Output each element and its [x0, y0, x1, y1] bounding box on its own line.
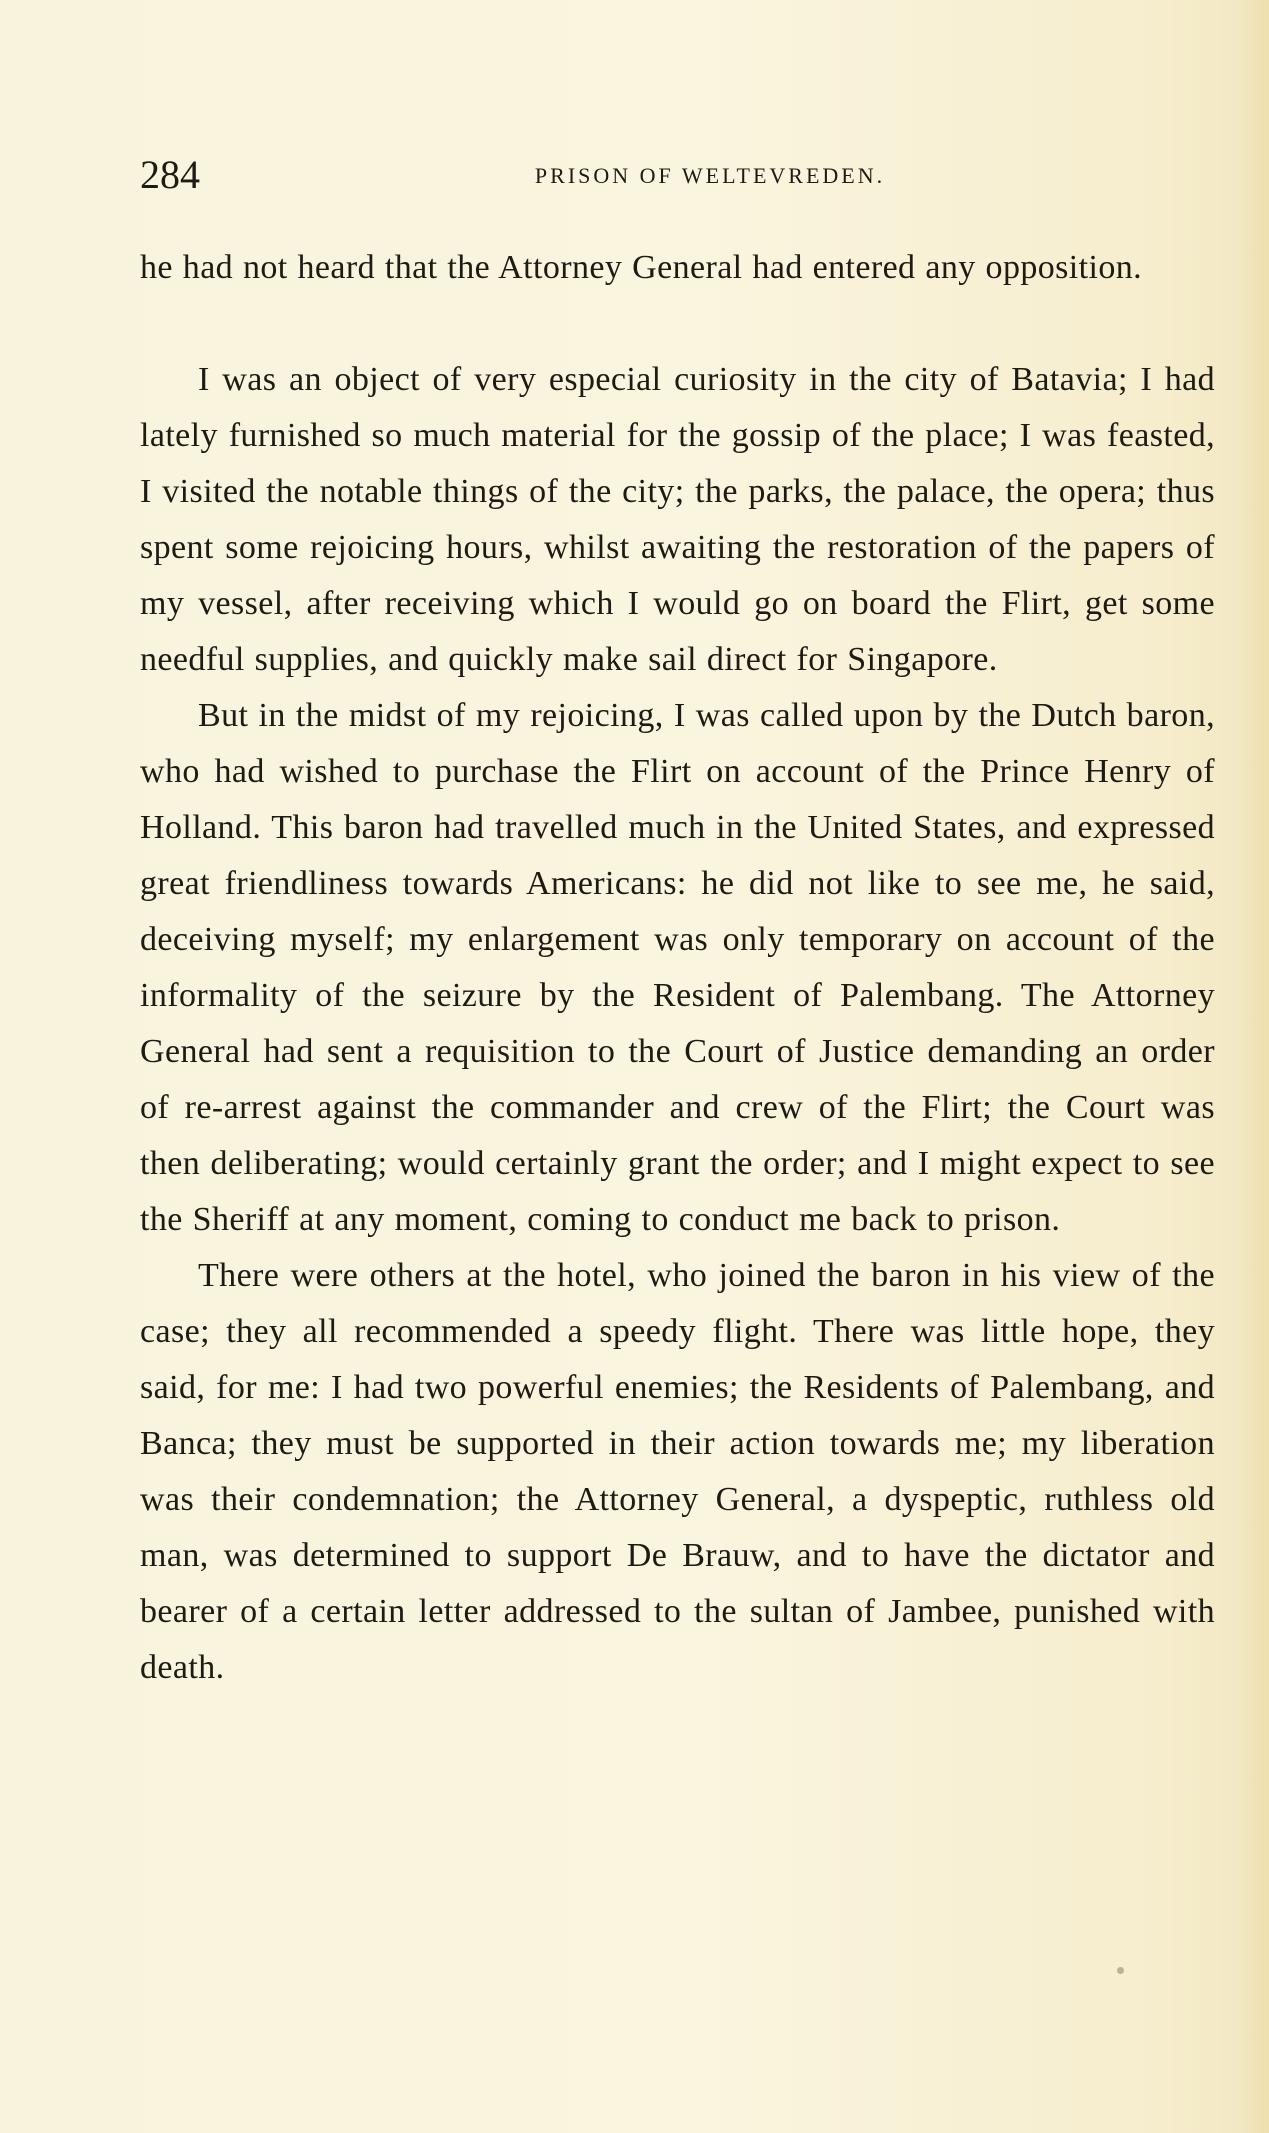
paragraph: But in the midst of my rejoicing, I was called upon by the Dutch baron, who had wished to purchase the Flirt on account of the Prince Henry of Holland. This baron had travelled much in the United States, and expressed great friendliness towards Americans: he did not like to see me, he said, deceiving myself; my enlargement was only temporary on account of the informality of the seizure by the Resident of Palembang. The Attorney General had sent a requisition to the Court of Justice demanding an order of re-arrest against the commander and crew of the Flirt; the Court was then deliberating; would certainly grant the order; and I might expect to see the Sheriff at any moment, coming to conduct me back to prison. [140, 697, 1215, 1238]
paragraph-continuation: he had not heard that the Attorney General had entered any opposition. [140, 249, 1143, 286]
ink-speck [1117, 1967, 1124, 1974]
running-title: PRISON OF WELTEVREDEN. [534, 163, 886, 188]
page-edge-shading [1239, 0, 1269, 2133]
body-text [140, 240, 1215, 1696]
page-number: 284 [140, 152, 200, 197]
running-head [140, 150, 1220, 200]
paragraph: I was an object of very especial curiosity in the city of Batavia; I had lately furnished so much material for the gossip of the place; I was feasted, I visited the notable things of the city; the parks, the palace, the opera; thus spent some rejoicing hours, whilst awaiting the restoration of the papers of my vessel, after receiving which I would go on board the Flirt, get some needful supplies, and quickly make sail direct for Singapore. [140, 361, 1215, 678]
paragraph: There were others at the hotel, who joined the baron in his view of the case; they all recommended a speedy flight. There was little hope, they said, for me: I had two powerful enemies; the Residents of Palembang, and Banca; they must be supported in their action towards me; my liberation was their condemnation; the Attorney General, a dyspeptic, ruthless old man, was determined to support De Brauw, and to have the dictator and bearer of a certain letter addressed to the sultan of Jambee, punished with death. [140, 1257, 1215, 1686]
